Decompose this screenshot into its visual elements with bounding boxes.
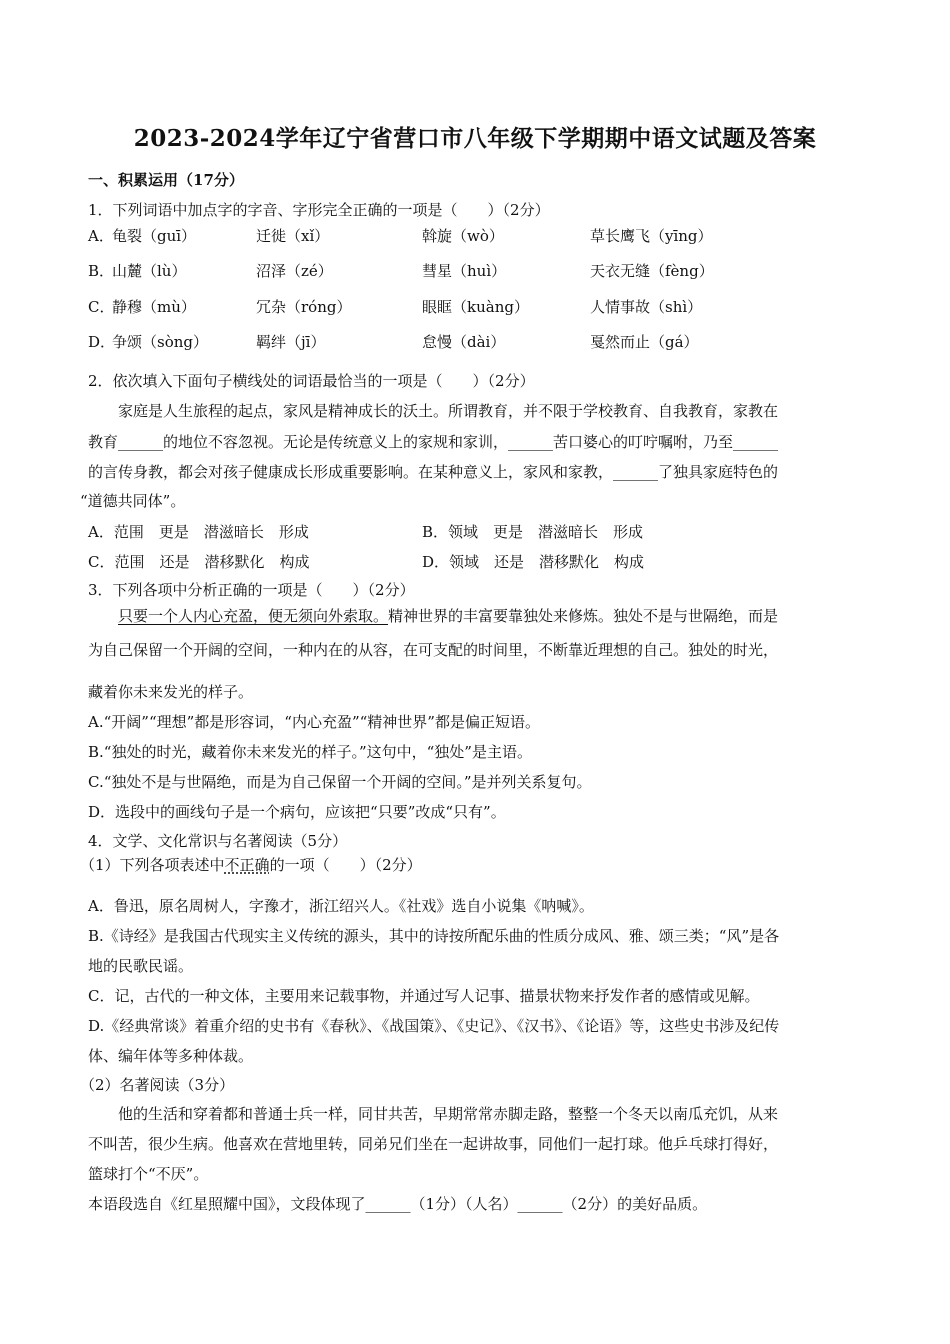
page-title: 2023-2024学年辽宁省营口市八年级下学期期中语文试题及答案 — [133, 125, 817, 152]
q2-stem: 2．依次填入下面句子横线处的词语最恰当的一项是（ ）（2分） — [88, 372, 535, 390]
q1-option-item: 怠慢（dài） — [422, 333, 506, 351]
q3-passage-line — [118, 606, 778, 626]
q1-option-item: 迁徙（xǐ） — [256, 227, 330, 245]
q3-passage-text: 精神世界的丰富要靠独处来修炼。独处不是与世隔绝，而是 — [388, 607, 779, 625]
q1-option-item: 戛然而止（gá） — [590, 333, 699, 351]
q4-sub2: （2）名著阅读（3分） — [80, 1076, 235, 1094]
q4-option: B.《诗经》是我国古代现实主义传统的源头，其中的诗按所配乐曲的性质分成风、雅、颂三类；“风”是各 — [88, 927, 780, 945]
q3-option: A.“开阔”“理想”都是形容词，“内心充盈”“精神世界”都是偏正短语。 — [88, 713, 540, 731]
q1-option-item: 沼泽（zé） — [256, 262, 333, 280]
q2-passage-line: 的言传身教，都会对孩子健康成长形成重要影响。在某种意义上，家风和家教，______了独具家庭特色的 — [88, 463, 779, 481]
q1-stem: 1．下列词语中加点字的字音、字形完全正确的一项是（ ）（2分） — [88, 201, 550, 219]
q4-sub1-emphasis: 不正确 — [224, 856, 270, 874]
q2-option: B．领域 更是 潜滋暗长 形成 — [422, 523, 644, 541]
q3-option: D．选段中的画线句子是一个病句，应该把“只要”改成“只有”。 — [88, 803, 506, 821]
q1-option-item: 争颂（sòng） — [112, 333, 208, 351]
q4-passage-line: 不叫苦，很少生病。他喜欢在营地里转，同弟兄们坐在一起讲故事，同他们一起打球。他乒乓球打得好， — [88, 1135, 779, 1153]
q2-passage-line: 家庭是人生旅程的起点，家风是精神成长的沃土。所谓教育，并不限于学校教育、自我教育，家教在 — [118, 402, 779, 420]
q4-option: 地的民歌民谣。 — [88, 957, 194, 975]
q3-stem: 3．下列各项中分析正确的一项是（ ）（2分） — [88, 581, 415, 599]
q3-passage-line: 藏着你未来发光的样子。 — [88, 683, 254, 701]
q4-question-line: 本语段选自《红星照耀中国》，文段体现了______（1分）（人名）______（2分）的美好品质。 — [88, 1195, 708, 1213]
q3-underlined-sentence: 只要一个人内心充盈，便无须向外索取。 — [118, 607, 389, 625]
q1-option-item: 冗杂（róng） — [256, 298, 352, 316]
q3-option: C.“独处不是与世隔绝，而是为自己保留一个开阔的空间。”是并列关系复句。 — [88, 773, 592, 791]
section-heading: 一、积累运用（17分） — [88, 171, 244, 189]
q4-sub1-text: （1）下列各项表述中 — [80, 856, 225, 874]
q2-passage-line: “道德共同体”。 — [80, 492, 186, 510]
q1-option-item: 羁绊（jī） — [256, 333, 326, 351]
q1-option-item: 静穆（mù） — [112, 298, 196, 316]
q2-option: A．范围 更是 潜滋暗长 形成 — [88, 523, 309, 541]
q4-option: D.《经典常谈》着重介绍的史书有《春秋》、《战国策》、《史记》、《汉书》、《论语》等，这些史书涉及纪传 — [88, 1017, 780, 1035]
q1-option-item: 山麓（lù） — [112, 262, 187, 280]
q4-passage-line: 他的生活和穿着都和普通士兵一样，同甘共苦，早期常常赤脚走路，整整一个冬天以南瓜充饥，从来 — [118, 1105, 779, 1123]
q1-option-item: 草长鹰飞（yīng） — [590, 227, 713, 245]
q1-option-item: 眼眶（kuàng） — [422, 298, 529, 316]
q4-stem: 4．文学、文化常识与名著阅读（5分） — [88, 832, 348, 850]
q3-option: B.“独处的时光，藏着你未来发光的样子。”这句中，“独处”是主语。 — [88, 743, 532, 761]
q1-option-item: 斡旋（wò） — [422, 227, 504, 245]
q2-option: C．范围 还是 潜移默化 构成 — [88, 553, 310, 571]
q1-option-label: A． — [88, 227, 114, 245]
q1-option-label: B． — [88, 262, 115, 280]
q4-option: 体、编年体等多种体裁。 — [88, 1047, 254, 1065]
q2-option: D．领域 还是 潜移默化 构成 — [422, 553, 645, 571]
q4-sub1-text: 的一项（ ）（2分） — [269, 856, 422, 874]
q1-option-label: D． — [88, 333, 116, 351]
q1-option-item: 龟裂（guī） — [112, 227, 197, 245]
q4-passage-line: 篮球打个“不厌”。 — [88, 1165, 209, 1183]
q2-passage-line: 教育______的地位不容忽视。无论是传统意义上的家规和家训，______苦口婆心的叮咛嘱咐，乃至______ — [88, 433, 779, 451]
q1-option-label: C． — [88, 298, 115, 316]
q1-option-item: 人情事故（shì） — [590, 298, 703, 316]
q4-option: A．鲁迅，原名周树人，字豫才，浙江绍兴人。《社戏》选自小说集《呐喊》。 — [88, 897, 594, 915]
q3-passage-line: 为自己保留一个开阔的空间，一种内在的从容，在可支配的时间里，不断靠近理想的自己。独处的时光， — [88, 641, 779, 659]
q1-option-item: 天衣无缝（fèng） — [590, 262, 714, 280]
q4-option: C．记，古代的一种文体，主要用来记载事物，并通过写人记事、描景状物来抒发作者的感情或见解。 — [88, 987, 760, 1005]
q1-option-item: 彗星（huì） — [422, 262, 507, 280]
q4-sub1 — [80, 855, 422, 875]
